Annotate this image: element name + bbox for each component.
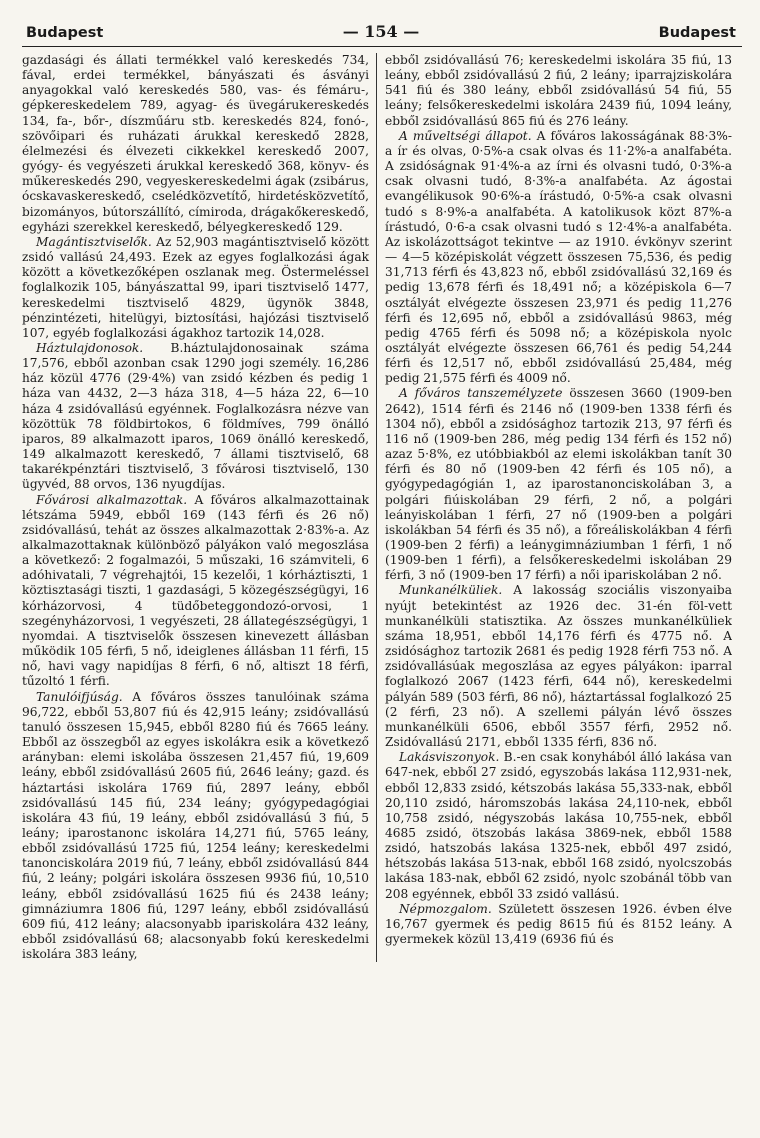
section-title: Népmozgalom. [399, 901, 492, 916]
section-text: A főváros lakosságának 88·3%-a ír és olvas, 0·5%-a csak olvas és 11·2%-a analfabéta. A zsidóságnak 91·4%-a az írni és olvasni tudó, 0·3%-a csak olvasni tudó, 8·3%-a analfabéta. Az ágostai evangélikusok 90·6%-a írástudó, 0·5%-a csak olvasni tudó s 8·9%-a analfabéta. A katolikusok közt 87%-a írástudó, 0·6-a csak olvasni tudó s 12·4%-a analfabéta. Az iskolázottságot tekintve — az 1910. évkönyv szerint — 4—5 középiskolát végzett összesen 75,536, és pedig 31,713 férfi és 43,823 nő, ebből zsidóvallású 32,169 és pedig 13,678 férfi és 18,491 nő; a középiskola 6—7 osztályát elvégezte összesen 23,971 és pedig 11,276 férfi és 12,695 nő, ebből a zsidóvallású 9863, még pedig 4765 férfi és 5098 nő; a középiskola nyolc osztályát elvégezte összesen 66,761 és pedig 54,244 férfi és 12,517 nő, ebből zsidóvallású 25,484, még pedig 21,575 férfi és 4009 nő. [385, 128, 732, 386]
header-left: Budapest [26, 25, 104, 41]
paragraph [22, 493, 369, 690]
section-text: B.-en csak konyhából álló lakása van 647-nek, ebből 27 zsidó, egyszobás lakása 112,931-nek, ebből 12,833 zsidó, kétszobás lakása 55,333-nak, ebből 20,110 zsidó, háromszobás lakása 24,110-nek, ebből 10,758 zsidó, négyszobás lakása 10,755-nek, ebből 4685 zsidó, ötszobás lakása 3869-nek, ebből 1588 zsidó, hatszobás lakása 1325-nek, ebből 497 zsidó, hétszobás lakása 513-nak, ebből 168 zsidó, nyolcszobás lakása 183-nak, ebből 62 zsidó, nyolc szobánál több van 208 egyénnek, ebből 33 zsidó vallású. [385, 750, 732, 901]
section-title: Tanulóifjúság. [36, 689, 123, 704]
paragraph [385, 386, 732, 583]
section-text: A főváros alkalmazottainak létszáma 5949, ebből 169 (143 férfi és 26 nő) zsidóvallású, tehát az összes alkalmazottak 2·83%-a. Az alkalmazottaknak különböző pályákon való megoszlása a következő: 2 fogalmazói, 5 műszaki, 16 számviteli, 6 adóhivatali, 7 végrehajtói, 15 kezelői, 1 kórháztiszti, 1 köztisztasági tiszti, 1 gazdasági, 5 közegészségügyi, 16 kórházorvosi, 4 tüdőbeteggondozó-orvosi, 1 szegényházorvosi, 1 vegyészeti, 28 állategészségügyi, 1 nyomdai. A tisztviselők összesen kinevezett állásban működik 105 férfi, 5 nő, ideiglenes állásban 11 férfi, 15 nő, havi vagy napidíjas 8 férfi, 6 nő, altiszt 18 férfi, tűzoltó 1 férfi. [22, 492, 369, 689]
section-text: B.háztulajdonosainak száma 17,576, ebből azonban csak 1290 jogi személy. 16,286 ház közül 4776 (29·4%) van zsidó kézben és pedig 1 háza van 4432, 2—3 háza 318, 4—5 háza 22, 6—10 háza 4 zsidóvallású egyénnek. Foglalkozásra nézve van közöttük 78 földbirtokos, 6 földmíves, 799 önálló iparos, 89 alkalmazott iparos, 1069 önálló kereskedő, 149 alkalmazott kereskedő, 7 állami tisztviselő, 68 takarékpénztári tisztviselő, 3 fővárosi tisztviselő, 130 ügyvéd, 88 orvos, 136 nyugdíjas. [22, 340, 369, 492]
section-text: Az 52,903 magántisztviselő között zsidó vallású 24,493. Ezek az egyes foglalkozási ágak között a következőképen oszlanak meg. Östermeléssel foglalkozik 105, bányászattal 99, ipari tisztviselő 1477, kereskedelmi tisztviselő 4829, ügynök 3848, pénzintézeti, hitelügyi, biztosítási, hajózási tisztviselő 107, egyéb foglalkozási ágakhoz tartozik 14,028. [22, 234, 369, 340]
section-text: A lakosság szociális viszonyaiba nyújt betekintést az 1926 dec. 31-én föl-vett munkanélküli statisztika. Az összes munkanélküliek száma 18,951, ebből 14,176 férfi és 4775 nő. A zsidósághoz tartozik 2681 és pedig 1928 férfi 753 nő. A zsidóvallásúak megoszlása az egyes pályákon: iparral foglalkozó 2067 (1423 férfi, 644 nő), kereskedelmi pályán 589 (503 férfi, 86 nő), háztartással foglalkozó 25 (2 férfi, 23 nő). A szellemi pályán lévő összes munkanélküli 6506, ebből 3557 férfi, 2952 nő. Zsidóvallású 2171, ebből 1335 férfi, 836 nő. [385, 583, 732, 750]
paragraph [385, 902, 732, 947]
section-title: A műveltségi állapot. [399, 128, 532, 143]
right-column [377, 53, 732, 962]
left-column [22, 53, 376, 962]
section-title: A főváros tanszemélyzete [399, 386, 563, 401]
section-text: Született összesen 1926. évben élve 16,767 gyermek és pedig 8615 fiú és 8152 leány. A gyermekek közül 13,419 (6936 fiú és [385, 901, 732, 947]
header-right: Budapest [658, 25, 736, 41]
page-number: — 154 — [342, 22, 420, 41]
section-title: Lakásviszonyok. [399, 750, 500, 765]
paragraph [22, 341, 369, 493]
paragraph [385, 750, 732, 902]
paragraph [385, 129, 732, 387]
paragraph [22, 235, 369, 341]
section-title: Háztulajdonosok. [36, 340, 144, 355]
paragraph [385, 583, 732, 750]
section-text: összesen 3660 (1909-ben 2642), 1514 férfi és 2146 nő (1909-ben 1338 férfi és 1304 nő), ebből a zsidósághoz tartozik 213, 97 férfi és 116 nő (1909-ben 286, még pedig 134 férfi és 152 nő) azaz 5·8%, ez utóbbiakból az elemi iskolákban tanít 30 férfi és 80 nő (1909-ben 42 férfi és 105 nő), a gyógypedagógián 1, az iparostanonciskolában 3, a polgári fiúiskolában 29 férfi, 2 nő, a polgári leányiskolában 1 férfi, 27 nő (1909-ben a polgári iskolákban 54 férfi és 35 nő), a főreáliskolákban 4 férfi (1909-ben 2 férfi) a leánygimnáziumban 1 férfi, 1 nő (1909-ben 1 férfi), a felsőkereskedelmi iskolában 29 férfi, 3 nő (1909-ben 17 férfi) a női ipariskolában 2 nő. [385, 386, 732, 583]
paragraph [22, 690, 369, 963]
section-title: Munkanélküliek. [399, 583, 503, 598]
section-text: A főváros összes tanulóinak száma 96,722, ebből 53,807 fiú és 42,915 leány; zsidóvallású tanuló összesen 15,945, ebből 8280 fiú és 7665 leány. Ebből az összegből az egyes iskolákra esik a következő arányban: elemi iskolába összesen 21,457 fiú, 19,609 leány, ebből zsidóvallású 2605 fiú, 2646 leány; gazd. és háztartási iskolára 1769 fiú, 2897 leány, ebből zsidóvallású 145 fiú, 234 leány; gyógypedagógiai iskolára 43 fiú, 19 leány, ebből zsidóvallású 3 fiú, 5 leány; iparostanonc iskolára 14,271 fiú, 5765 leány, ebből zsidóvallású 1725 fiú, 1254 leány; kereskedelmi tanonciskolára 2019 fiú, 7 leány, ebből zsidóvallású 844 fiú, 2 leány; polgári iskolára összesen 9936 fiú, 10,510 leány, ebből zsidóvallású 1625 fiú és 2438 leány; gimnáziumra 1806 fiú, 1297 leány, ebből zsidóvallású 609 fiú, 412 leány; alacsonyabb ipariskolára 432 leány, ebből zsidóvallású 68; alacsonyabb fokú kereskedelmi iskolára 383 leány, [22, 689, 369, 962]
section-title: Magántisztviselők. [36, 234, 152, 249]
text-columns [22, 53, 742, 962]
section-title: Fővárosi alkalmazottak. [36, 492, 188, 507]
page-header [22, 22, 742, 47]
paragraph: ebből zsidóvallású 76; kereskedelmi iskolára 35 fiú, 13 leány, ebből zsidóvallású 2 fiú, 2 leány; iparrajziskolára 541 fiú és 380 leány, ebből zsidóvallású 54 fiú, 55 leány; felsőkereskedelmi iskolára 2439 fiú, 1094 leány, ebből zsidóvallású 865 fiú és 276 leány. [385, 53, 732, 128]
paragraph: gazdasági és állati termékkel való kereskedés 734, fával, erdei termékkel, bányászati és ásványi anyagokkal való kereskedés 580, vas- és fémáru-, gépkereskedelem 789, agyag- és üvegárukereskedés 134, fa-, bőr-, díszműáru stb. kereskedés 824, fonó-, szövőipari és ruházati árukkal kereskedő 2828, élelmezési és élvezeti cikkekkel kereskedő 2007, gyógy- és vegyészeti árukkal kereskedő 368, könyv- és műkereskedés 290, vegyeskereskedelmi ágak (zsibárus, ócskavaskereskedő, cselédközvetítő, hirdetésközvetítő, bizományos, bútorszállító, címiroda, drágakőkereskedő, egyházi szerekkel kereskedő, bélyegkereskedő 129. [22, 53, 369, 234]
